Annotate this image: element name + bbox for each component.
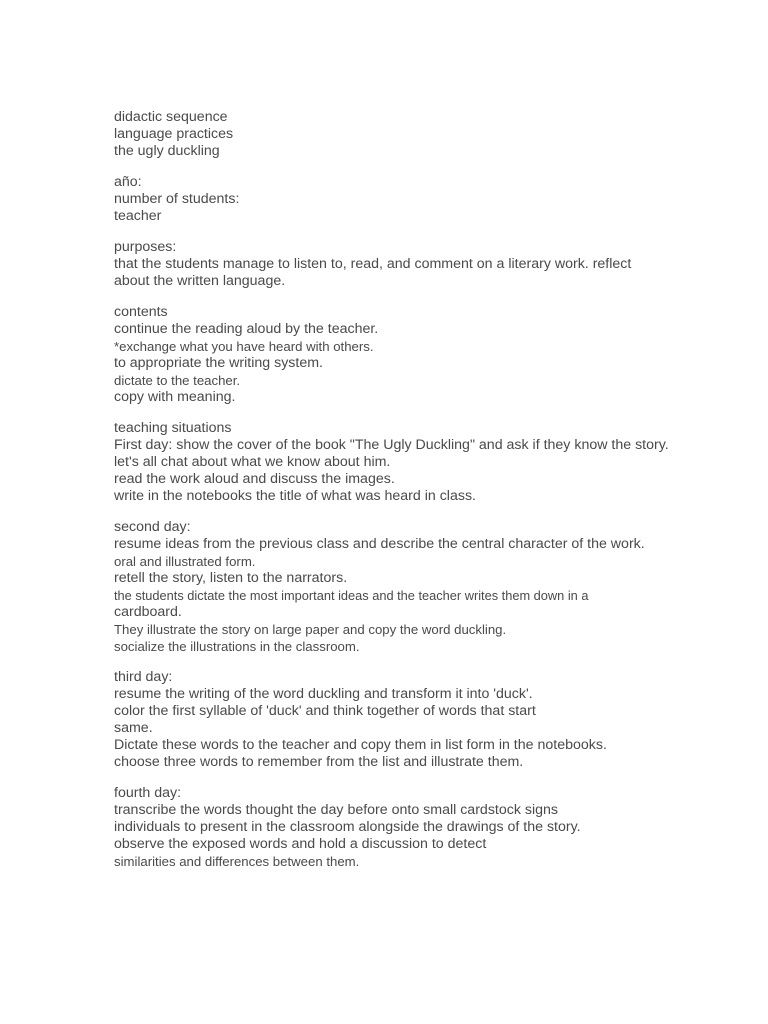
text-line: about the written language.	[114, 273, 286, 289]
text-line: *exchange what you have heard with others.	[114, 339, 374, 354]
fourth-day-section	[114, 785, 754, 870]
text-line: cardboard.	[114, 604, 182, 620]
text-line: choose three words to remember from the list and illustrate them.	[114, 754, 524, 770]
text-line: to appropriate the writing system.	[114, 355, 323, 371]
section-heading: fourth day:	[114, 785, 182, 801]
text-line: transcribe the words thought the day before onto small cardstock signs	[114, 802, 558, 818]
document-title: the ugly duckling	[114, 143, 220, 159]
purposes-section	[114, 239, 754, 290]
text-line: oral and illustrated form.	[114, 554, 256, 569]
text-line: copy with meaning.	[114, 389, 236, 405]
section-heading: teaching situations	[114, 420, 232, 436]
text-line: resume the writing of the word duckling and transform it into 'duck'.	[114, 686, 533, 702]
text-line: First day: show the cover of the book "The Ugly Duckling" and ask if they know the story.	[114, 437, 669, 453]
text-line: continue the reading aloud by the teacher.	[114, 321, 379, 337]
text-line: same.	[114, 720, 153, 736]
teaching-situations-section	[114, 420, 754, 505]
text-line: individuals to present in the classroom alongside the drawings of the story.	[114, 819, 581, 835]
second-day-section	[114, 519, 754, 655]
subject: language practices	[114, 126, 234, 142]
document-type: didactic sequence	[114, 109, 228, 125]
text-line: read the work aloud and discuss the images.	[114, 471, 395, 487]
header-section	[114, 109, 754, 160]
text-line: observe the exposed words and hold a discussion to detect	[114, 836, 487, 852]
text-line: dictate to the teacher.	[114, 373, 241, 388]
document-page	[114, 109, 754, 884]
section-heading: third day:	[114, 669, 173, 685]
text-line: that the students manage to listen to, read, and comment on a literary work. reflect	[114, 256, 632, 272]
text-line: color the first syllable of 'duck' and think together of words that start	[114, 703, 536, 719]
contents-section	[114, 304, 754, 406]
info-section	[114, 174, 754, 225]
text-line: write in the notebooks the title of what was heard in class.	[114, 488, 476, 504]
year-label: año:	[114, 174, 142, 190]
text-line: retell the story, listen to the narrators.	[114, 570, 348, 586]
text-line: They illustrate the story on large paper and copy the word duckling.	[114, 622, 507, 637]
text-line: let's all chat about what we know about him.	[114, 454, 391, 470]
third-day-section	[114, 669, 754, 771]
text-line: resume ideas from the previous class and describe the central character of the work.	[114, 536, 645, 552]
teacher-label: teacher	[114, 208, 162, 224]
text-line: similarities and differences between them.	[114, 854, 360, 869]
students-label: number of students:	[114, 191, 240, 207]
section-heading: purposes:	[114, 239, 177, 255]
text-line: Dictate these words to the teacher and copy them in list form in the notebooks.	[114, 737, 607, 753]
section-heading: contents	[114, 304, 168, 320]
text-line: the students dictate the most important ideas and the teacher writes them down in a	[114, 588, 589, 603]
text-line: socialize the illustrations in the classroom.	[114, 639, 360, 654]
section-heading: second day:	[114, 519, 191, 535]
